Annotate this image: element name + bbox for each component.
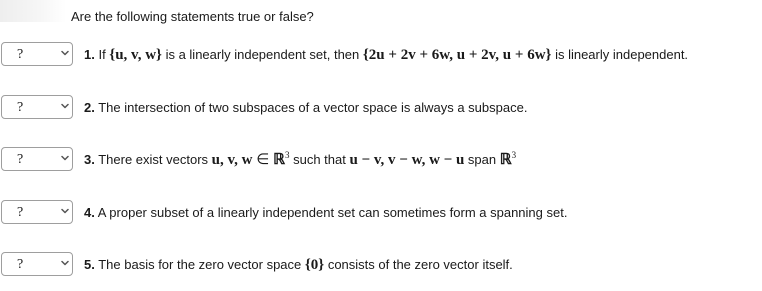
math-expression: {u, v, w} bbox=[109, 47, 162, 63]
answer-select-1[interactable] bbox=[1, 42, 73, 66]
statement-text: If bbox=[94, 47, 110, 62]
math-expression: u − v, v − w, w − u bbox=[349, 152, 465, 168]
chevron-down-icon bbox=[61, 50, 69, 56]
statement-4-text bbox=[84, 204, 567, 221]
statement-text: is linearly independent. bbox=[551, 47, 689, 62]
statement-1-text bbox=[84, 46, 688, 64]
statement-row-5 bbox=[0, 252, 762, 282]
statement-number: 1. bbox=[84, 47, 95, 62]
math-expression: {2u + 2v + 6w, u + 2v, u + 6w} bbox=[362, 47, 552, 63]
statement-text: consists of the zero vector itself. bbox=[324, 257, 513, 272]
answer-select-5[interactable] bbox=[1, 252, 73, 276]
answer-select-3[interactable] bbox=[1, 147, 73, 171]
statement-text: There exist vectors bbox=[94, 152, 212, 167]
statement-2-text bbox=[84, 99, 527, 116]
statement-row-1 bbox=[0, 42, 762, 72]
statement-number: 5. bbox=[84, 257, 95, 272]
select-value: ? bbox=[17, 100, 24, 115]
answer-select-4[interactable] bbox=[1, 200, 73, 224]
statement-number: 3. bbox=[84, 152, 95, 167]
statement-text: such that bbox=[289, 152, 350, 167]
statement-row-3 bbox=[0, 147, 762, 177]
chevron-down-icon bbox=[61, 103, 69, 109]
statement-text: The basis for the zero vector space bbox=[94, 257, 305, 272]
exponent: 3 bbox=[511, 150, 517, 160]
real-space-symbol: ℝ bbox=[273, 152, 285, 168]
answer-select-2[interactable] bbox=[1, 95, 73, 119]
exponent: 3 bbox=[284, 150, 290, 160]
real-space-symbol: ℝ bbox=[499, 152, 512, 168]
select-value: ? bbox=[17, 47, 24, 62]
statement-row-4 bbox=[0, 200, 762, 230]
chevron-down-icon bbox=[61, 260, 69, 266]
statement-text: span bbox=[464, 152, 500, 167]
math-expression: {0} bbox=[304, 257, 325, 273]
statement-number: 4. bbox=[84, 205, 95, 220]
select-value: ? bbox=[17, 152, 24, 167]
statement-number: 2. bbox=[84, 100, 95, 115]
statement-5-text bbox=[84, 256, 513, 274]
statement-3-text bbox=[84, 151, 516, 170]
math-expression: u, v, w bbox=[211, 152, 253, 168]
chevron-down-icon bbox=[61, 208, 69, 214]
question-prompt: Are the following statements true or false? bbox=[71, 9, 314, 24]
select-value: ? bbox=[17, 257, 24, 272]
statement-text: is a linearly independent set, then bbox=[161, 47, 363, 62]
element-of-symbol: ∈ bbox=[252, 152, 274, 168]
statement-row-2 bbox=[0, 95, 762, 125]
obscured-header-region bbox=[0, 0, 66, 22]
statement-text: The intersection of two subspaces of a vector space is always a subspace. bbox=[94, 100, 528, 115]
chevron-down-icon bbox=[61, 155, 69, 161]
statement-text: A proper subset of a linearly independent set can sometimes form a spanning set. bbox=[94, 205, 568, 220]
select-value: ? bbox=[17, 205, 24, 220]
